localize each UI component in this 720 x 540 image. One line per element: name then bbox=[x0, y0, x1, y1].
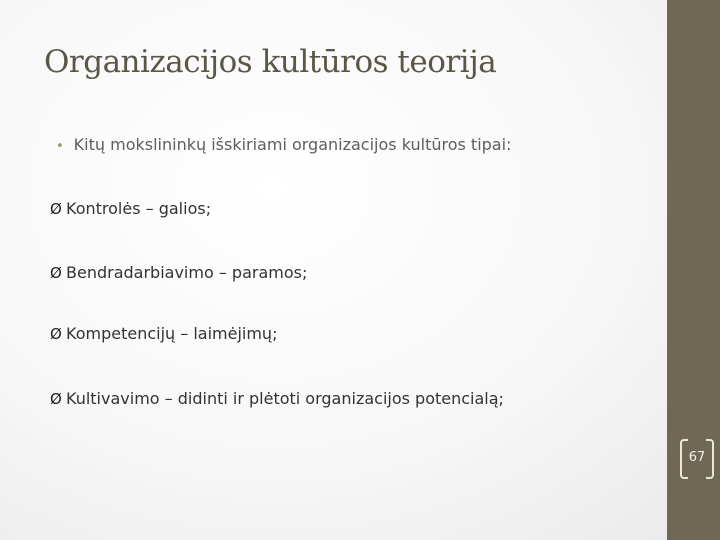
page-number-text: 67 bbox=[688, 450, 706, 465]
list-item-text: Kultivavimo – didinti ir plėtoti organizacijos potencialą; bbox=[66, 389, 504, 408]
bullet-dot-icon: • bbox=[56, 139, 64, 154]
list-item-text: Bendradarbiavimo – paramos; bbox=[66, 263, 308, 282]
list-item-text: Kompetencijų – laimėjimų; bbox=[66, 324, 278, 343]
arrow-bullet-icon: Ø bbox=[50, 325, 62, 343]
list-item bbox=[50, 263, 307, 282]
intro-bullet bbox=[56, 135, 511, 154]
list-item bbox=[50, 199, 211, 218]
arrow-bullet-icon: Ø bbox=[50, 390, 62, 408]
list-item bbox=[50, 324, 277, 343]
list-item-text: Kontrolės – galios; bbox=[66, 199, 212, 218]
slide-title: Organizacijos kultūros teorija bbox=[44, 44, 497, 80]
intro-text: Kitų mokslininkų išskiriami organizacijos kultūros tipai: bbox=[73, 135, 512, 154]
arrow-bullet-icon: Ø bbox=[50, 264, 62, 282]
arrow-bullet-icon: Ø bbox=[50, 200, 62, 218]
page-number bbox=[680, 439, 720, 479]
list-item bbox=[50, 389, 504, 408]
